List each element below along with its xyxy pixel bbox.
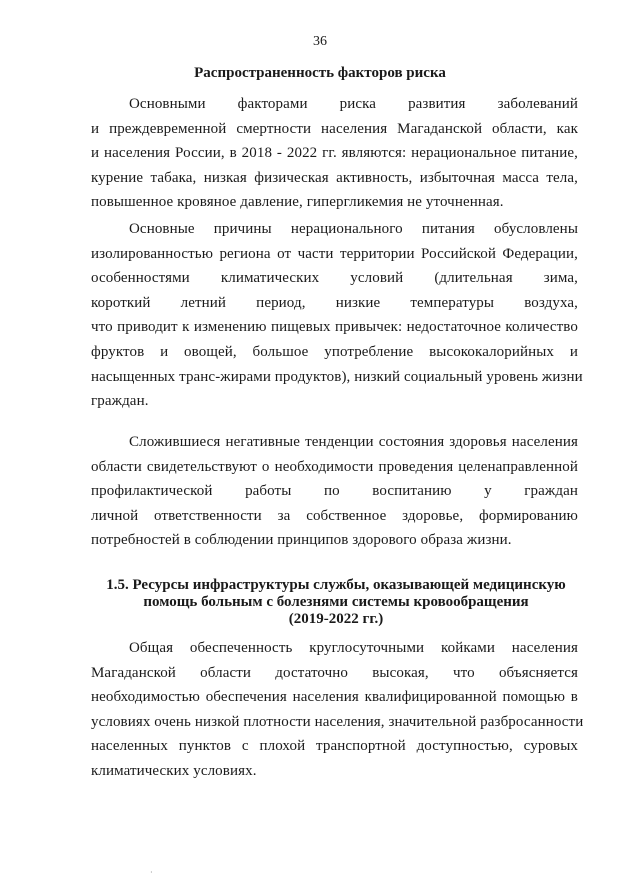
section-heading-line: помощь больным с болезнями системы кровообращения [143,594,529,610]
paragraph-line: Общая обеспеченность круглосуточными койками населения [129,640,578,656]
paragraph-line: и населения России, в 2018 - 2022 гг. являются: нерациональное питание, [91,145,578,162]
paragraph-line: населенных пунктов с плохой транспортной доступностью, суровых [91,738,578,755]
scan-speck: · [150,868,153,877]
paragraph-line: и преждевременной смертности населения Магаданской области, как [91,120,578,137]
paragraph-line: климатических условиях. [91,762,257,779]
paragraph-line: условиях очень низкой плотности населения, значительной разбросанности [91,713,584,730]
paragraph-line: фруктов и овощей, большое употребление высококалорийных и [91,343,578,360]
paragraph-line: Магаданской области достаточно высокая, что объясняется [91,664,578,681]
paragraph-line: что приводит к изменению пищевых привычек: недостаточное количество [91,319,578,336]
paragraph-line: области свидетельствуют о необходимости проведения целенаправленной [91,458,578,475]
paragraph-line: особенностями климатических условий (длительная зима, [91,270,578,287]
paragraph-line: Основными факторами риска развития заболеваний [129,96,578,112]
paragraph-line: граждан. [91,393,149,410]
section-heading-line: 1.5. Ресурсы инфраструктуры службы, оказывающей медицинскую [106,577,566,593]
paragraph-line: личной ответственности за собственное здоровье, формированию [91,507,578,524]
paragraph-negative-trends [91,430,578,553]
paragraph-line: курение табака, низкая физическая активность, избыточная масса тела, [91,169,578,186]
paragraph-line: изолированностью региона от части территории Российской Федерации, [91,245,578,262]
paragraph-line: короткий летний период, низкие температуры воздуха, [91,294,578,311]
paragraph-line: профилактической работы по воспитанию у граждан [91,483,578,500]
paragraph-line: потребностей в соблюдении принципов здорового образа жизни. [91,532,512,549]
paragraph-line: насыщенных транс-жирами продуктов), низкий социальный уровень жизни [91,368,583,385]
section-heading-line: (2019-2022 гг.) [288,611,384,627]
paragraph-line: Сложившиеся негативные тенденции состояния здоровья населения [129,434,578,450]
paragraph-risk-factors [91,92,578,215]
page-number: 36 [313,34,327,49]
paragraph-line: необходимостью обеспечения населения квалифицированной помощью в [91,689,578,706]
paragraph-line: повышенное кровяное давление, гипергликемия не уточненная. [91,194,504,211]
section-heading [106,577,566,628]
paragraph-nutrition-causes [91,217,583,414]
risk-factors-heading: Распространенность факторов риска [194,65,446,81]
paragraph-line: Основные причины нерационального питания обусловлены [129,221,578,237]
paragraph-bed-availability [91,636,584,784]
